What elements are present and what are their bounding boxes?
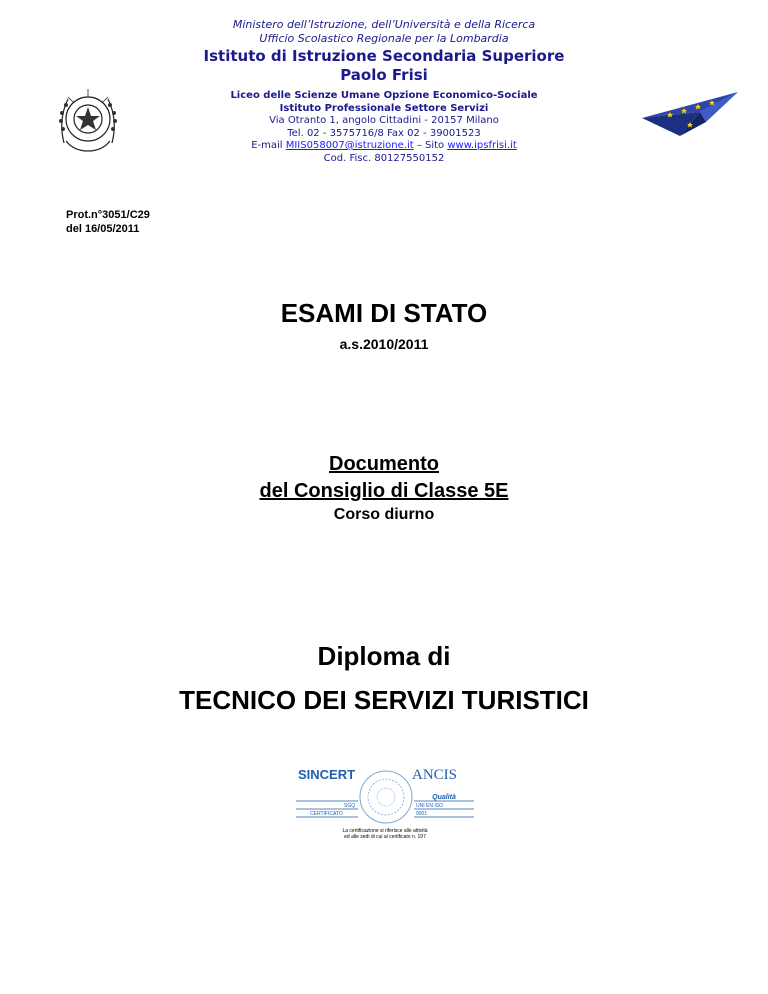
fiscal-code-line: Cod. Fisc. 80127550152 (323, 152, 445, 164)
professional-line: Istituto Professionale Settore Servizi (279, 102, 489, 114)
uni-en-iso-label: UNI EN ISO (416, 803, 443, 809)
protocol-block (66, 208, 150, 236)
email-label: E-mail (251, 140, 286, 151)
norm-number-label: 9001 (416, 811, 428, 817)
diploma-subtitle: TECNICO DEI SERVIZI TURISTICI (179, 685, 589, 715)
certification-note (296, 828, 474, 840)
address-line: Via Otranto 1, angolo Cittadini - 20157 Milano (269, 115, 499, 126)
liceo-line: Liceo delle Scienze Umane Opzione Economico-Sociale (230, 90, 538, 101)
european-paper-plane-icon (640, 78, 740, 140)
certification-note-line-1: La certificazione si riferisce alle attività (342, 828, 428, 834)
document-subtitle: del Consiglio di Classe 5E (259, 480, 509, 502)
phone-line: Tel. 02 - 3575716/8 Fax 02 - 39001523 (287, 127, 481, 139)
protocol-number: Prot.n°3051/C29 (66, 209, 150, 221)
exam-title: ESAMI DI STATO (280, 298, 488, 328)
certification-note-line-2: ed alle sedi di cui al certificato n. 197 (344, 834, 426, 840)
certificato-label: CERTIFICATO (310, 811, 343, 817)
school-year: a.s.2010/2011 (339, 336, 429, 352)
regional-office-line: Ufficio Scolastico Regionale per la Lombardia (259, 32, 509, 45)
ancis-logo-text: ANCIS (412, 767, 458, 783)
institute-name: Paolo Frisi (340, 66, 428, 84)
document-title: Documento (329, 453, 439, 475)
site-label: – Sito (413, 140, 448, 151)
course-type: Corso diurno (333, 506, 435, 523)
protocol-date: del 16/05/2011 (66, 223, 140, 235)
sgq-label: SGQ (344, 803, 356, 809)
institute-title: Istituto di Istruzione Secondaria Superiore (203, 47, 565, 65)
diploma-title: Diploma di (317, 641, 451, 671)
italian-republic-emblem-icon (54, 83, 122, 155)
qualita-label: Qualità (432, 794, 456, 801)
ministry-line: Ministero dell’Istruzione, dell’Università e della Ricerca (232, 18, 536, 31)
email-link[interactable]: MIIS058007@istruzione.it (285, 140, 414, 151)
sincert-logo-text: SINCERT (298, 767, 356, 782)
site-link[interactable]: www.ipsfrisi.it (447, 140, 517, 151)
